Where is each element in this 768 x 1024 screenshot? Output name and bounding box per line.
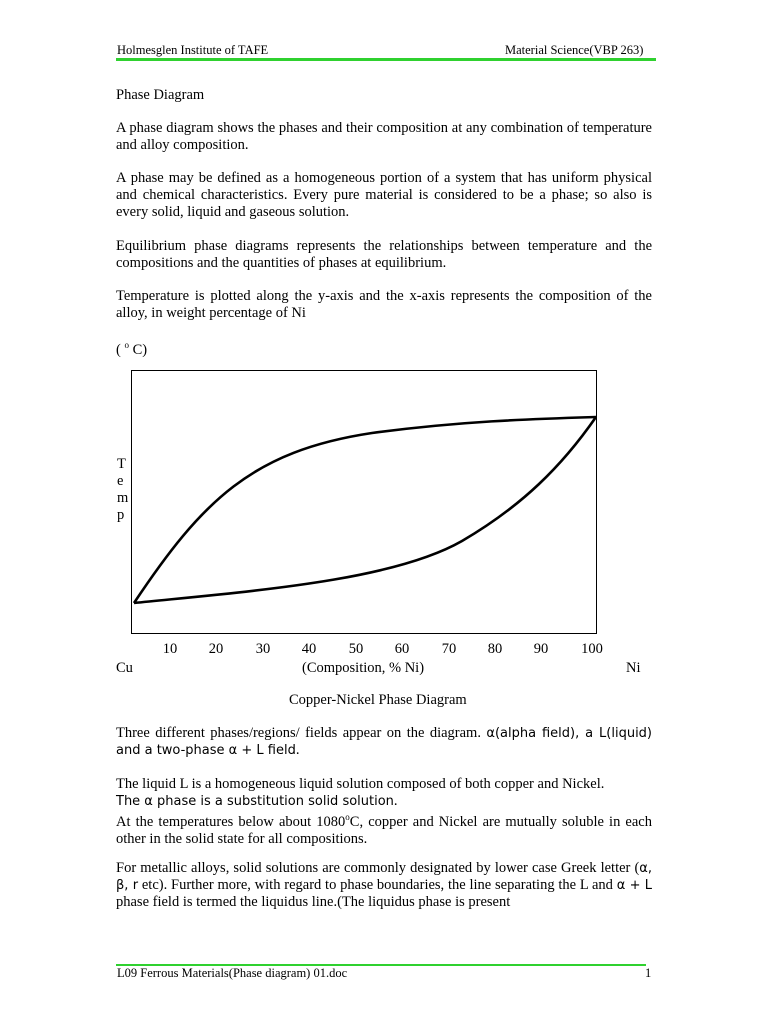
x-label-copper: Cu [116, 660, 133, 676]
paragraph-alpha: The α phase is a substitution solid solution. [116, 793, 398, 809]
paragraph-definition: A phase diagram shows the phases and their composition at any combination of temperature and alloy composition. [116, 120, 652, 153]
paragraph-solid-solutions: For metallic alloys, solid solutions are commonly designated by lower case Greek letter (α, β, r etc). Further more, with regard to phase boundaries, the line separating the L and α + L phase field is termed the liquidus line.(The liquidus phase is present [116, 860, 652, 910]
header-rule [116, 58, 656, 61]
y-letter: T [117, 456, 126, 472]
paragraph-axes: Temperature is plotted along the y-axis and the x-axis represents the composition of the alloy, in weight percentage of Ni [116, 288, 652, 321]
solidus-curve [134, 417, 596, 603]
footer-page-number: 1 [645, 966, 652, 980]
x-tick-label: 80 [487, 641, 503, 657]
phase-diagram-svg [132, 371, 598, 635]
phase-diagram-plot [131, 370, 597, 634]
y-axis-label [117, 456, 131, 524]
temperature-unit: ( $^o$ C) [116, 340, 148, 358]
x-tick-label: 70 [441, 641, 457, 657]
y-letter: p [117, 507, 125, 523]
x-tick-label: 40 [301, 641, 317, 657]
liquidus-curve [134, 417, 596, 603]
paragraph-phases: Three different phases/regions/ fields appear on the diagram. α(alpha field), a L(liquid) and a two-phase α + L field. [116, 725, 652, 758]
x-tick-label: 100 [581, 641, 603, 657]
x-tick-label: 30 [255, 641, 271, 657]
x-axis-title: (Composition, % Ni) [302, 660, 425, 676]
x-tick-label: 90 [533, 641, 549, 657]
header-course: Material Science(VBP 263) [505, 43, 644, 57]
paragraph-equilibrium: Equilibrium phase diagrams represents the relationships between temperature and the compositions and the quantities of phases at equilibrium. [116, 238, 652, 271]
paragraph-liquid: The liquid L is a homogeneous liquid solution composed of both copper and Nickel. [116, 776, 605, 792]
header-institute: Holmesglen Institute of TAFE [117, 43, 269, 57]
x-tick-label: 10 [162, 641, 178, 657]
x-tick-label: 60 [394, 641, 410, 657]
footer-filename: L09 Ferrous Materials(Phase diagram) 01.doc [117, 966, 348, 980]
x-tick-label: 20 [208, 641, 224, 657]
x-tick-label: 50 [348, 641, 364, 657]
y-letter: m [117, 490, 129, 506]
diagram-caption: Copper-Nickel Phase Diagram [289, 692, 467, 708]
paragraph-phase: A phase may be defined as a homogeneous portion of a system that has uniform physical and chemical characteristics. Every pure material is considered to be a phase; so also is every solid, liquid and gaseous solution. [116, 170, 652, 220]
y-letter: e [117, 473, 124, 489]
x-label-nickel: Ni [626, 660, 641, 676]
paragraph-solubility: At the temperatures below about 1080$^o$C, copper and Nickel are mutually soluble in each other in the solid state for all compositions. [116, 812, 652, 847]
section-title: Phase Diagram [116, 87, 205, 103]
